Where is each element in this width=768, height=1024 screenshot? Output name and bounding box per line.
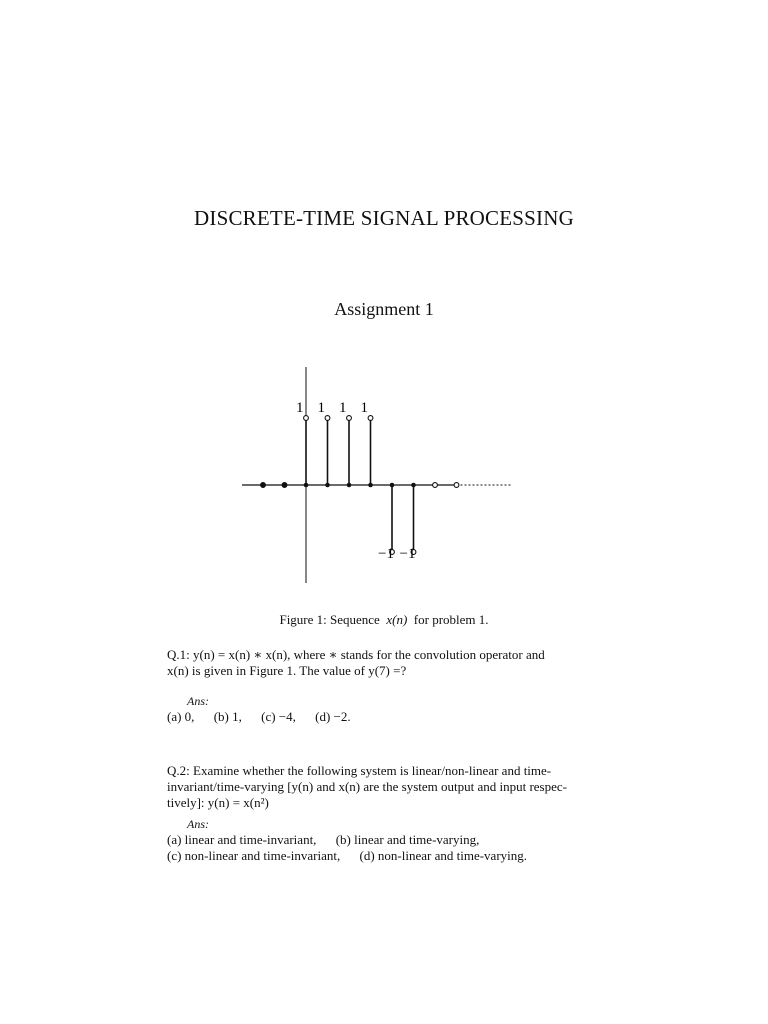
q2-option-c[interactable]: (c) non-linear and time-invariant,	[167, 848, 341, 863]
baseline-dot	[325, 483, 330, 488]
zero-sample-marker	[261, 483, 266, 488]
stem-marker	[304, 416, 309, 421]
zero-sample-marker	[282, 483, 287, 488]
stem-value-label: −1	[378, 546, 394, 562]
q1-line-2: x(n) is given in Figure 1. The value of y(7) =?	[167, 663, 407, 678]
baseline-dot	[390, 483, 395, 488]
q2-options-row-2	[167, 848, 603, 864]
plot-axes	[242, 367, 512, 583]
figure-caption	[0, 612, 768, 628]
question-1	[167, 647, 603, 679]
q2-ans-label: Ans:	[187, 817, 209, 831]
caption-variable: x(n)	[386, 612, 408, 627]
q1-ans-label: Ans:	[187, 694, 209, 708]
stem-value-label: 1	[296, 400, 304, 416]
sequence-stem-plot	[230, 355, 530, 590]
q1-option-b[interactable]: (b) 1,	[213, 709, 242, 724]
q2-option-b[interactable]: (b) linear and time-varying,	[335, 832, 480, 847]
zero-sample-marker	[454, 483, 459, 488]
stem-value-label: 1	[339, 400, 347, 416]
baseline-dot	[304, 483, 309, 488]
q1-line-1: Q.1: y(n) = x(n) ∗ x(n), where ∗ stands for the convolution operator and	[167, 647, 545, 662]
caption-suffix: for problem 1.	[413, 612, 489, 627]
q1-option-a[interactable]: (a) 0,	[167, 709, 195, 724]
stem-value-label: 1	[317, 400, 325, 416]
baseline-dot	[368, 483, 373, 488]
caption-prefix: Figure 1: Sequence	[279, 612, 380, 627]
q2-line-3: tively]: y(n) = x(n²)	[167, 795, 269, 810]
q1-option-d[interactable]: (d) −2.	[315, 709, 351, 724]
q2-answers	[167, 816, 603, 864]
stem-marker	[347, 416, 352, 421]
stem-value-label: 1	[360, 400, 368, 416]
stem-value-label: −1	[399, 546, 416, 562]
page-title: DISCRETE-TIME SIGNAL PROCESSING	[194, 206, 574, 230]
stem-marker	[325, 416, 330, 421]
baseline-dot	[411, 483, 416, 488]
q1-options	[167, 709, 603, 725]
baseline-dot	[347, 483, 352, 488]
q1-option-c[interactable]: (c) −4,	[261, 709, 296, 724]
q2-options-row-1	[167, 832, 603, 848]
q2-option-d[interactable]: (d) non-linear and time-varying.	[359, 848, 528, 863]
question-2	[167, 763, 603, 811]
zero-sample-marker	[433, 483, 438, 488]
q2-option-a[interactable]: (a) linear and time-invariant,	[167, 832, 317, 847]
stem-marker	[368, 416, 373, 421]
assignment-subtitle: Assignment 1	[334, 299, 434, 319]
q2-line-1: Q.2: Examine whether the following system is linear/non-linear and time-	[167, 763, 552, 778]
q2-line-2: invariant/time-varying [y(n) and x(n) are the system output and input respec-	[167, 779, 567, 794]
plot-stems	[261, 400, 459, 562]
q1-answers	[167, 693, 603, 725]
